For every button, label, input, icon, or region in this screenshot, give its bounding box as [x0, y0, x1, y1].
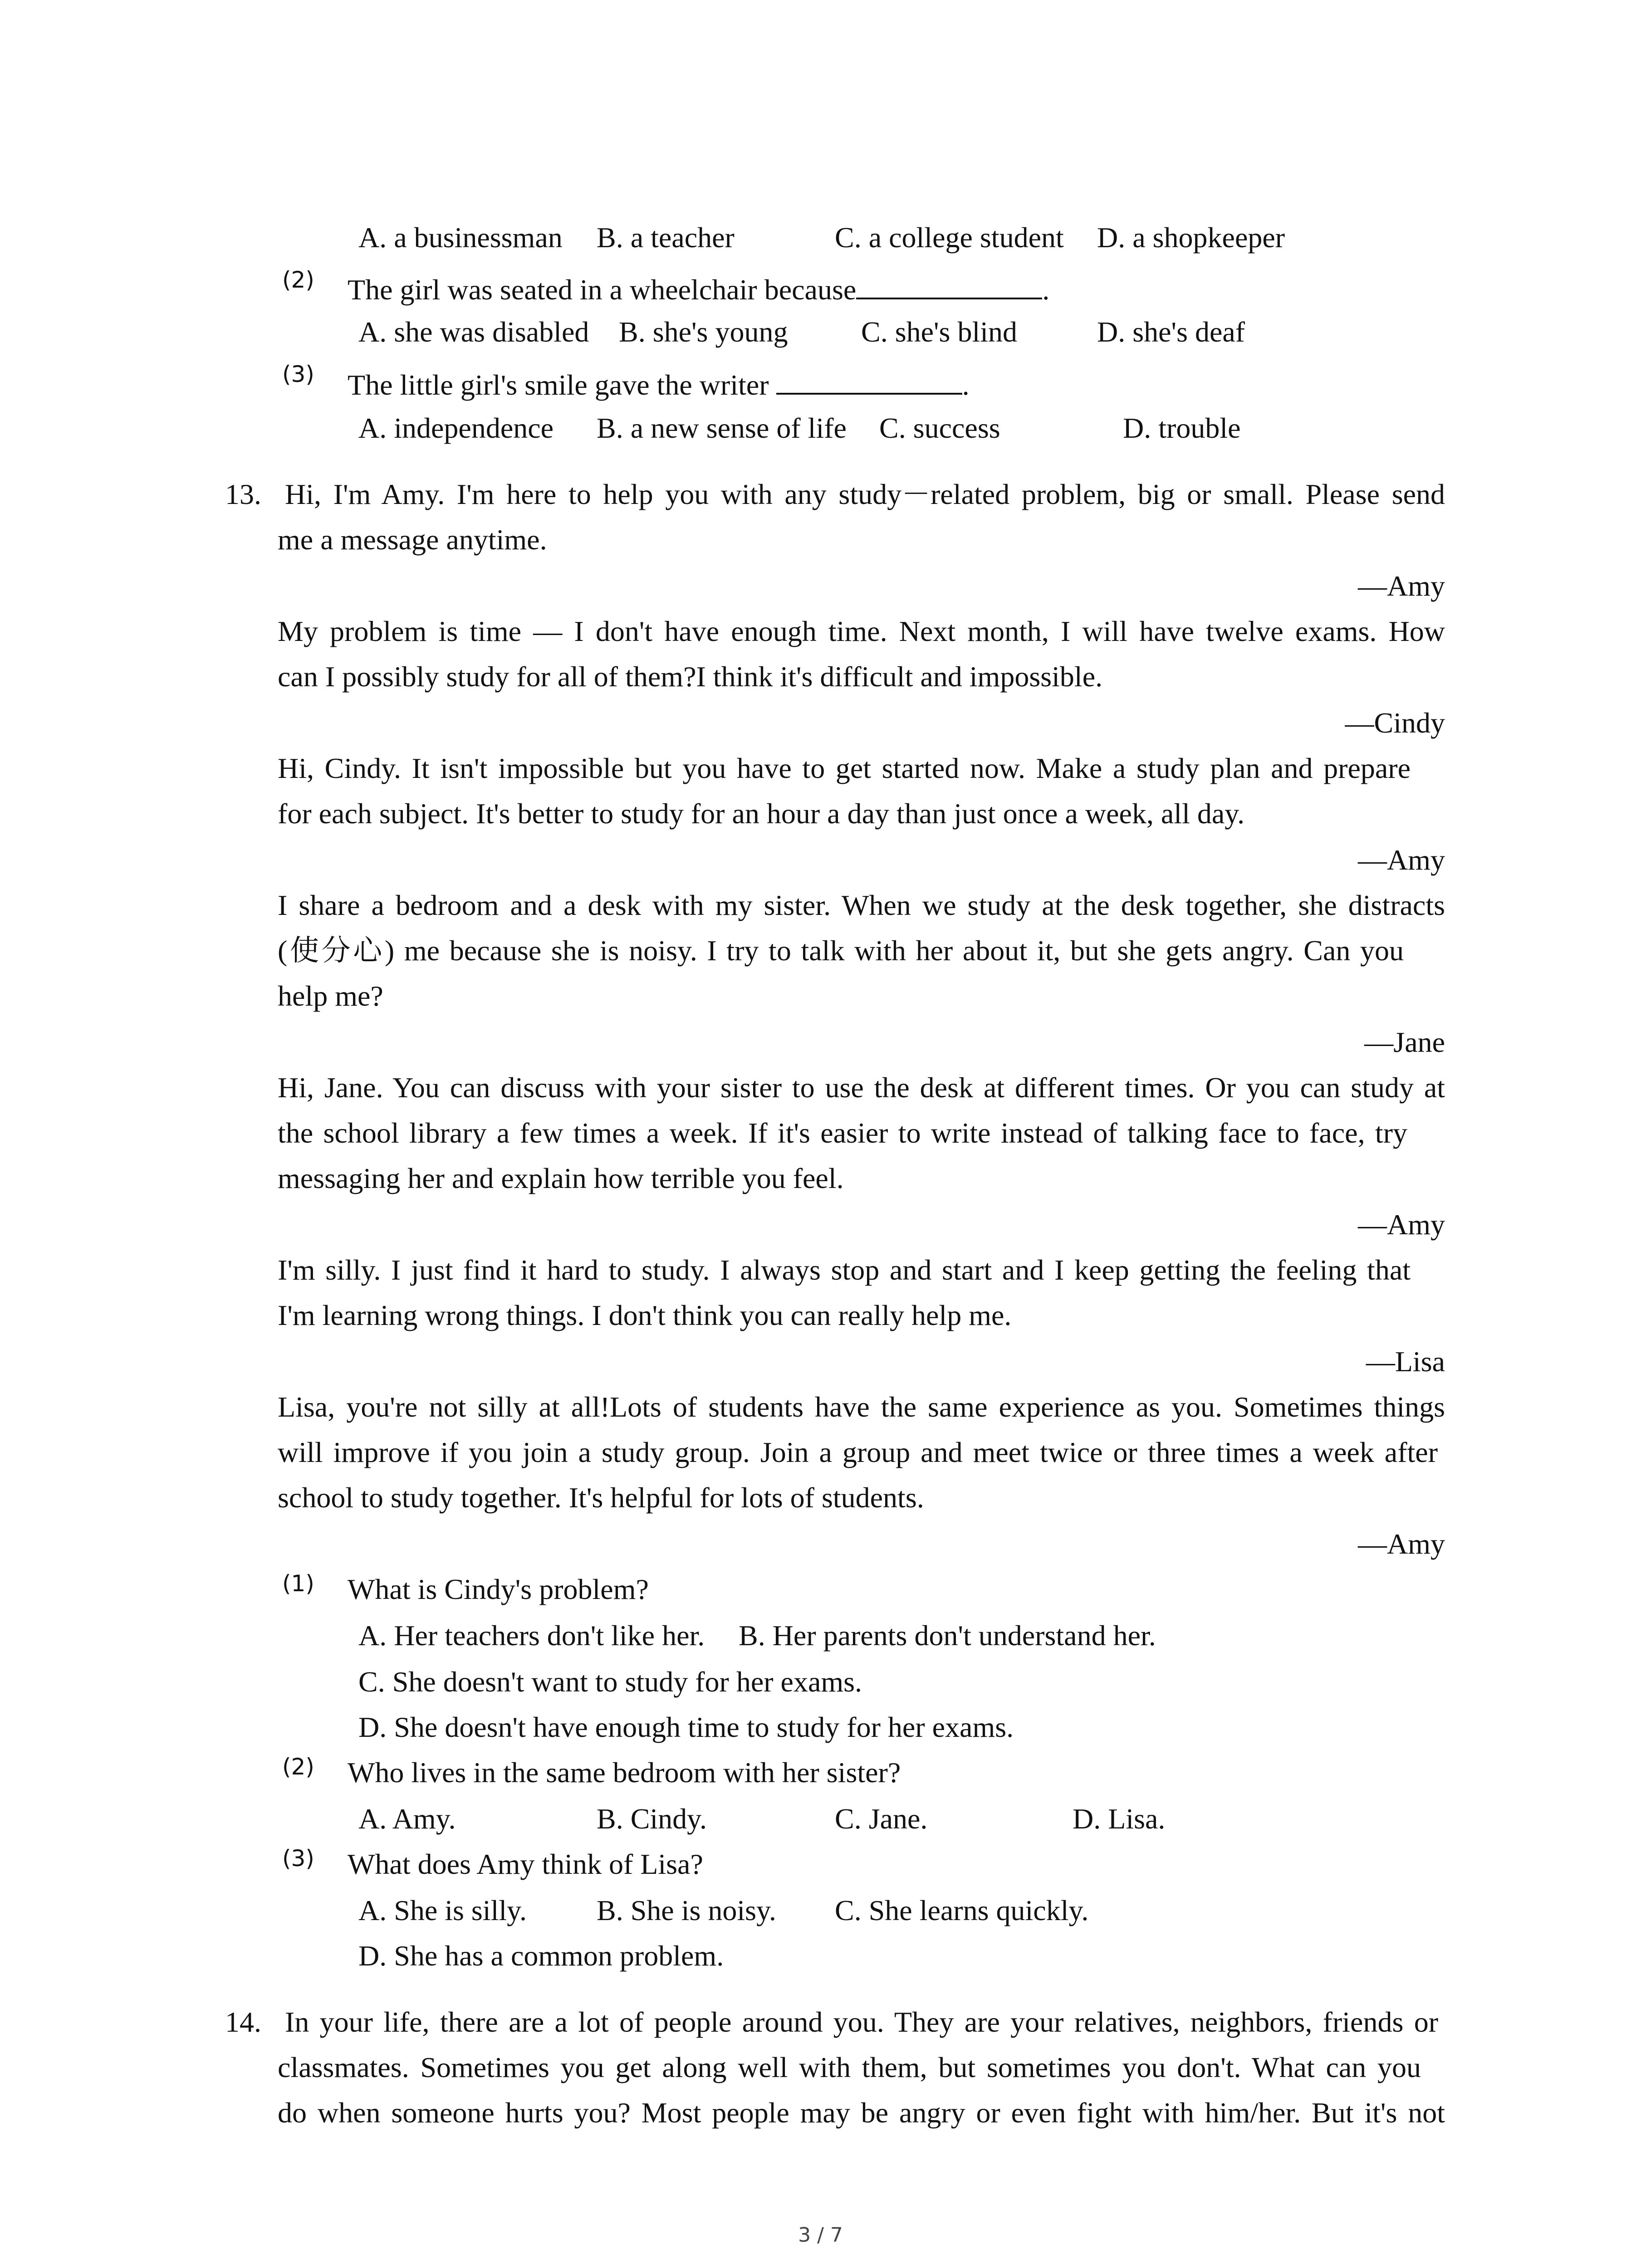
signature: —Amy [1358, 570, 1445, 602]
passage-line: do when someone hurts you? Most people may be angry or even fight with him/her. But it's not [278, 2097, 1445, 2129]
passage-line: messaging her and explain how terrible you feel. [278, 1162, 844, 1194]
option-c[interactable]: C. She learns quickly. [835, 1894, 1089, 1926]
signature: —Amy [1358, 844, 1445, 876]
option-c[interactable]: C. She doesn't want to study for her exams. [358, 1666, 862, 1698]
subquestion-number: (2) [282, 1754, 314, 1780]
signature: —Amy [1358, 1528, 1445, 1560]
option-d[interactable]: D. Lisa. [1073, 1803, 1166, 1835]
passage-line: In your life, there are a lot of people around you. They are your relatives, neighbors, friends or [285, 2006, 1438, 2038]
option-d[interactable]: D. she's deaf [1097, 316, 1245, 348]
option-d[interactable]: D. a shopkeeper [1097, 221, 1285, 254]
option-a[interactable]: A. She is silly. [358, 1894, 527, 1926]
option-c[interactable]: C. Jane. [835, 1803, 928, 1835]
passage-line: will improve if you join a study group. Join a group and meet twice or three times a week after [278, 1436, 1438, 1468]
question-number: 14. [225, 2006, 261, 2038]
subquestion-text: What is Cindy's problem? [348, 1573, 649, 1605]
signature: —Cindy [1345, 707, 1445, 739]
subquestion-number: (3) [282, 361, 314, 387]
option-d[interactable]: D. She has a common problem. [358, 1940, 724, 1972]
option-a[interactable]: A. Amy. [358, 1803, 456, 1835]
passage-line: help me? [278, 980, 383, 1012]
option-b[interactable]: B. Cindy. [597, 1803, 707, 1835]
subquestion-number: (2) [282, 267, 314, 293]
passage-line: Hi, Cindy. It isn't impossible but you have to get started now. Make a study plan and prepare [278, 752, 1411, 784]
answer-blank[interactable] [856, 271, 1042, 299]
q12-1-options [358, 223, 1311, 252]
q13-3-options [358, 1896, 1311, 1925]
passage-line: me a message anytime. [278, 523, 547, 556]
option-b[interactable]: B. She is noisy. [597, 1894, 776, 1926]
passage-line: I'm silly. I just find it hard to study. I always stop and start and I keep getting the feeling that [278, 1254, 1411, 1286]
passage-line: the school library a few times a week. If it's easier to write instead of talking face to face, try [278, 1117, 1407, 1149]
passage-line: I'm learning wrong things. I don't think you can really help me. [278, 1299, 1012, 1331]
signature: —Amy [1358, 1208, 1445, 1241]
passage-line: Hi, I'm Amy. I'm here to help you with any study－related problem, big or small. Please send [285, 478, 1445, 510]
passage-line: Lisa, you're not silly at all!Lots of students have the same experience as you. Sometimes things [278, 1391, 1445, 1423]
passage-line: school to study together. It's helpful for lots of students. [278, 1481, 924, 1514]
answer-blank[interactable] [776, 367, 962, 395]
passage-line: classmates. Sometimes you get along well with them, but sometimes you don't. What can you [278, 2051, 1421, 2083]
option-c[interactable]: C. a college student [835, 221, 1064, 254]
option-b[interactable]: B. she's young [619, 316, 788, 348]
signature: —Jane [1364, 1026, 1445, 1058]
option-c[interactable]: C. success [879, 412, 1000, 444]
option-a[interactable]: A. she was disabled [358, 316, 589, 348]
option-d[interactable]: D. She doesn't have enough time to study for her exams. [358, 1711, 1014, 1743]
question-number: 13. [225, 478, 261, 510]
passage-line: (使分心) me because she is noisy. I try to talk with her about it, but she gets angry. Can you [278, 934, 1404, 967]
subquestion-text: What does Amy think of Lisa? [348, 1848, 703, 1880]
subquestion-text: The little girl's smile gave the writer . [348, 367, 970, 400]
passage-line: for each subject. It's better to study for an hour a day than just once a week, all day. [278, 797, 1245, 830]
option-a[interactable]: A. independence [358, 412, 554, 444]
option-c[interactable]: C. she's blind [861, 316, 1017, 348]
option-d[interactable]: D. trouble [1123, 412, 1241, 444]
subquestion-text: The girl was seated in a wheelchair because . [348, 271, 1049, 304]
q13-2-options [358, 1804, 1311, 1833]
subquestion-text: Who lives in the same bedroom with her sister? [348, 1756, 901, 1789]
option-a[interactable]: A. Her teachers don't like her. [358, 1619, 705, 1652]
signature: —Lisa [1366, 1345, 1445, 1378]
subquestion-number: (3) [282, 1845, 314, 1872]
passage-line: I share a bedroom and a desk with my sister. When we study at the desk together, she distracts [278, 889, 1445, 921]
q12-2-options [358, 318, 1311, 347]
passage-line: My problem is time — I don't have enough time. Next month, I will have twelve exams. How [278, 615, 1445, 647]
q13-1-options [358, 1621, 1311, 1650]
passage-line: can I possibly study for all of them?I think it's difficult and impossible. [278, 660, 1103, 693]
passage-line: Hi, Jane. You can discuss with your sister to use the desk at different times. Or you can study at [278, 1071, 1445, 1104]
option-b[interactable]: B. a teacher [597, 221, 735, 254]
page-number: 3 / 7 [798, 2224, 843, 2247]
option-b[interactable]: B. Her parents don't understand her. [739, 1619, 1156, 1652]
option-a[interactable]: A. a businessman [358, 221, 563, 254]
q12-3-options [358, 414, 1311, 443]
option-b[interactable]: B. a new sense of life [597, 412, 847, 444]
subquestion-number: (1) [282, 1570, 314, 1597]
